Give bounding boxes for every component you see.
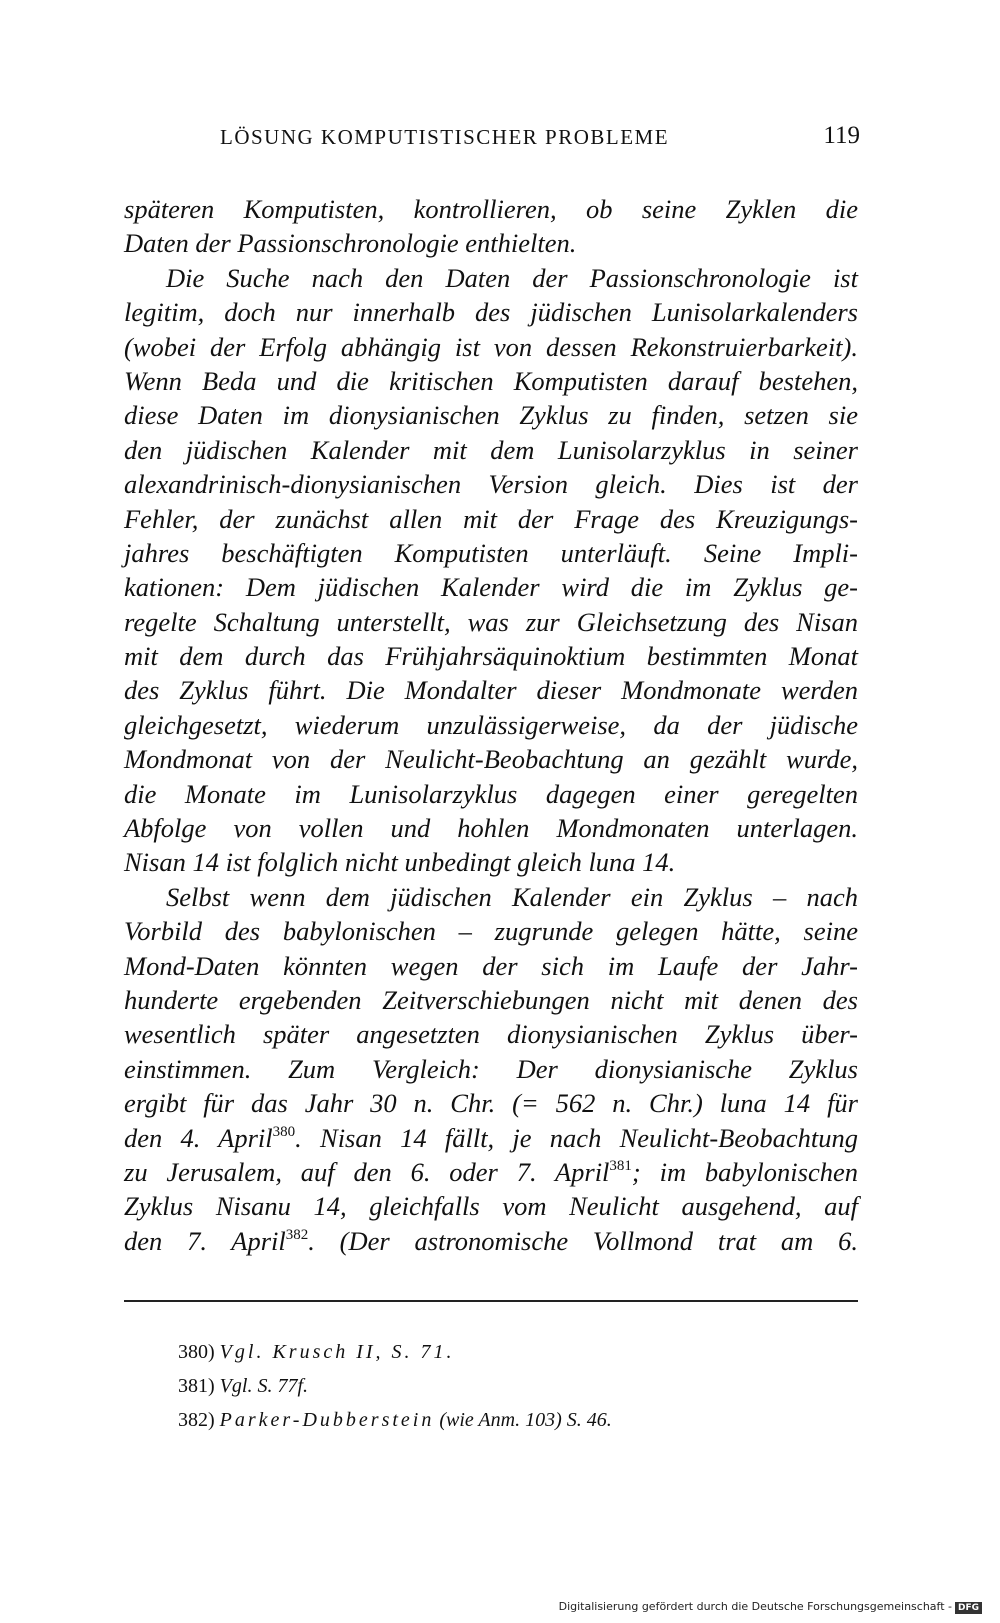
text-line: hunderte ergebenden Zeitverschiebungen nicht mit denen des <box>124 984 858 1015</box>
footnote-381 <box>178 1369 612 1403</box>
text-line: die Monate im Lunisolarzyklus dagegen einer geregelten <box>124 778 858 809</box>
text-line: (wobei der Erfolg abhängig ist von dessen Rekonstruierbarkeit). <box>124 331 858 362</box>
text-line: Die Suche nach den Daten der Passionschronologie ist <box>166 262 858 293</box>
text-fragment: zu Jerusalem, auf den 6. oder 7. April <box>124 1156 610 1187</box>
text-line: gleichgesetzt, wiederum unzulässigerweise, da der jüdische <box>124 709 858 740</box>
text-fragment: . (Der astronomische Vollmond trat am 6. <box>308 1225 858 1256</box>
text-line: Abfolge von vollen und hohlen Mondmonaten unterlagen. <box>124 813 858 844</box>
footnote-number: 381) <box>178 1375 215 1397</box>
text-line: alexandrinisch-dionysianischen Version gleich. Dies ist der <box>124 469 858 500</box>
text-line: Selbst wenn dem jüdischen Kalender ein Zyklus – nach <box>166 881 858 912</box>
footnote-text: Vgl. S. 77f. <box>219 1375 309 1397</box>
dfg-logo: DFG <box>955 1602 982 1614</box>
running-title: LÖSUNG KOMPUTISTISCHER PROBLEME <box>220 125 670 149</box>
footnote-number: 380) <box>178 1341 215 1363</box>
text-line: Wenn Beda und die kritischen Komputisten darauf bestehen, <box>124 365 858 396</box>
text-line: Mondmonat von der Neulicht-Beobachtung an gezählt wurde, <box>124 744 858 775</box>
text-line: Mond-Daten könnten wegen der sich im Laufe der Jahr- <box>124 950 858 981</box>
body-text <box>124 192 858 1258</box>
footnote-text: (wie Anm. 103) S. 46. <box>434 1409 612 1431</box>
text-line: späteren Komputisten, kontrollieren, ob seine Zyklen die <box>124 194 858 224</box>
text-line <box>124 1121 858 1155</box>
text-line: Zyklus Nisanu 14, gleichfalls vom Neulicht ausgehend, auf <box>124 1191 858 1222</box>
text-line: mit dem durch das Frühjahrsäquinoktium bestimmten Monat <box>124 641 858 672</box>
credit-text: Digitalisierung gefördert durch die Deutsche Forschungsgemeinschaft - <box>558 1600 952 1613</box>
text-line: legitim, doch nur innerhalb des jüdischen Lunisolarkalenders <box>124 297 858 328</box>
text-line <box>124 1155 858 1189</box>
footnote-ref-380[interactable]: 380 <box>272 1123 296 1140</box>
footnote-ref-381[interactable]: 381 <box>609 1157 632 1174</box>
digitization-credit <box>559 1600 982 1614</box>
text-line: jahres beschäftigten Komputisten unterläuft. Seine Impli- <box>124 537 858 568</box>
text-line: des Zyklus führt. Die Mondalter dieser Mondmonate werden <box>124 675 858 706</box>
footnote-382 <box>178 1403 612 1437</box>
text-line: kationen: Dem jüdischen Kalender wird die im Zyklus ge- <box>124 572 858 603</box>
text-line: den jüdischen Kalender mit dem Lunisolarzyklus in seiner <box>124 434 858 465</box>
footnote-text: Vgl. Krusch II, S. 71. <box>219 1341 455 1363</box>
text-line: diese Daten im dionysianischen Zyklus zu finden, setzen sie <box>124 400 858 431</box>
text-line <box>124 1224 858 1258</box>
running-header <box>220 122 860 165</box>
text-line: Daten der Passionschronologie enthielten. <box>124 228 577 259</box>
footnote-ref-382[interactable]: 382 <box>285 1226 309 1243</box>
text-fragment: . Nisan 14 fällt, je nach Neulicht-Beobachtung <box>295 1122 859 1153</box>
footnote-divider <box>124 1300 858 1302</box>
footnote-number: 382) <box>178 1409 215 1431</box>
text-fragment: ; im babylonischen <box>631 1156 858 1187</box>
footnotes <box>178 1335 612 1437</box>
text-line: ergibt für das Jahr 30 n. Chr. (= 562 n. Chr.) luna 14 für <box>124 1088 858 1119</box>
footnote-author: Parker-Dubberstein <box>219 1409 435 1431</box>
text-line: Vorbild des babylonischen – zugrunde gelegen hätte, seine <box>124 916 858 947</box>
text-line: einstimmen. Zum Vergleich: Der dionysianische Zyklus <box>124 1053 858 1084</box>
text-fragment: den 7. April <box>124 1225 286 1256</box>
text-line: Nisan 14 ist folglich nicht unbedingt gleich luna 14. <box>124 847 676 878</box>
text-line: regelte Schaltung unterstellt, was zur Gleichsetzung des Nisan <box>124 606 858 637</box>
page-number: 119 <box>823 122 860 149</box>
text-fragment: den 4. April <box>124 1122 273 1153</box>
text-line: Fehler, der zunächst allen mit der Frage des Kreuzigungs- <box>124 503 858 534</box>
footnote-380 <box>178 1335 612 1369</box>
text-line: wesentlich später angesetzten dionysianischen Zyklus über- <box>124 1019 858 1050</box>
